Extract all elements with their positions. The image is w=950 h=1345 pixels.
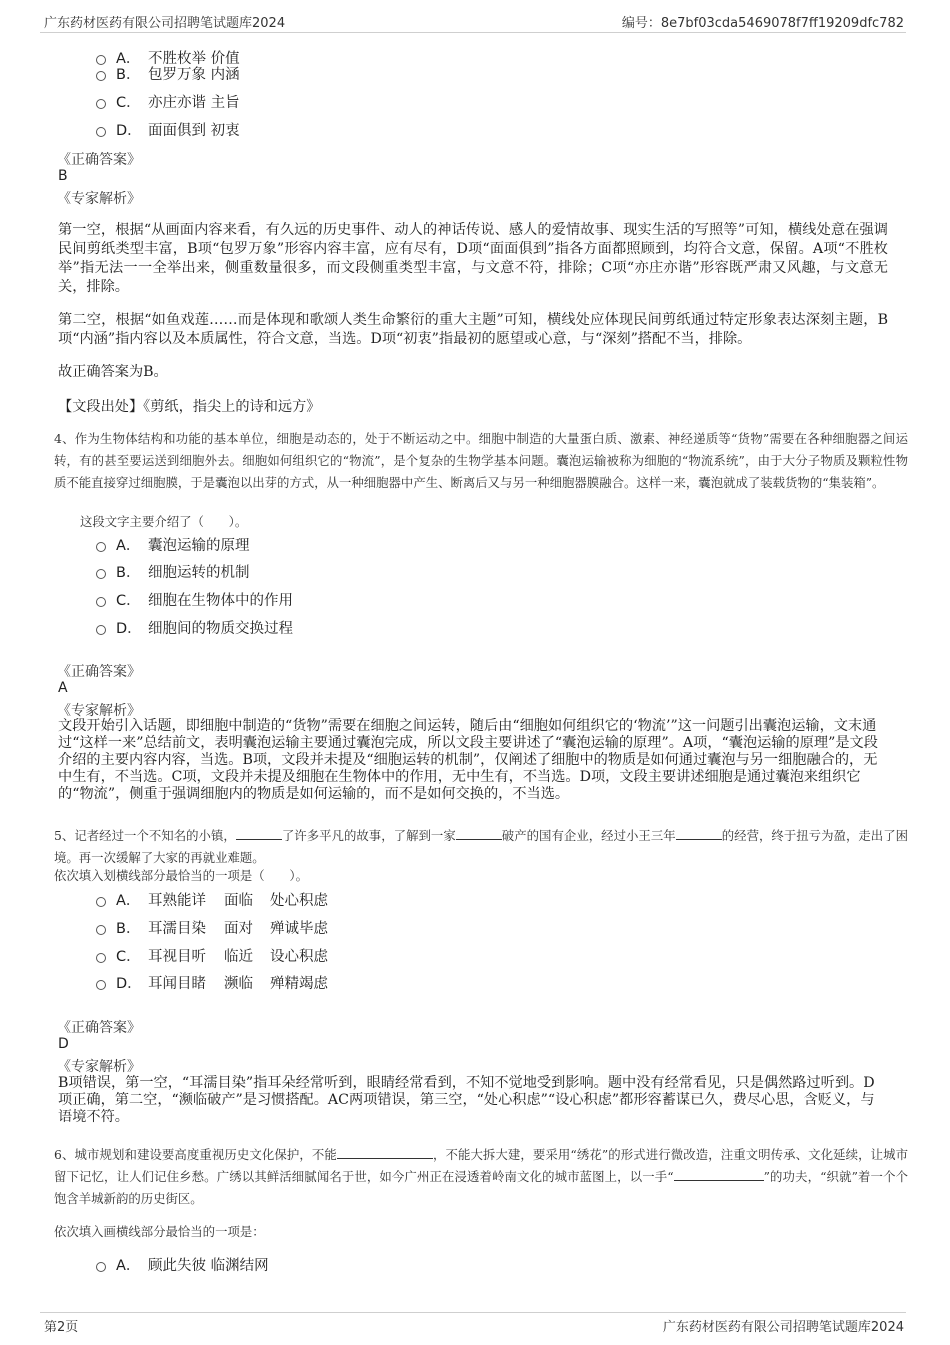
blank-line [236,827,282,840]
option-letter: B． [116,564,141,581]
radio-icon[interactable] [96,569,106,579]
radio-icon[interactable] [96,597,106,607]
option-letter: D． [116,620,142,637]
q5-analysis: B项错误，第一空，“耳濡目染”指耳朵经常听到，眼睛经常看到，不知不觉地受到影响。题中没有经常看见，只是偶然路过听到。D项正确，第二空，“濒临破产”是习惯搭配。AC两项错误，第三空，“处心积虑”“设心积虑”都形容蓄谋已久，费尽心思，含贬义，与语境不符。 [58,1075,875,1125]
blank-line [456,827,502,840]
stem-text: 6、城市规划和建设要高度重视历史文化保护，不能 [54,1147,337,1162]
q3-source: 【文段出处】《剪纸，指尖上的诗和远方》 [58,399,321,415]
radio-icon[interactable] [96,1262,106,1272]
option-word-1: 耳熟能详 [148,892,206,909]
q4-option-d[interactable] [96,617,293,637]
blank-line [676,827,722,840]
option-word-3: 设心积虑 [270,948,328,965]
q4-answer: A [58,680,68,696]
q5-option-a[interactable] [96,889,328,909]
blank-line [674,1168,764,1181]
page-footer [40,1312,906,1336]
q4-prompt: 这段文字主要介绍了（ ）。 [80,514,248,529]
option-letter: B． [116,66,141,83]
option-letter: D． [116,122,142,139]
q5-answer: D [58,1036,69,1052]
q3-option-d[interactable] [96,119,240,139]
q5-answer-label: 《正确答案》 [57,1020,141,1036]
page-header [40,12,906,33]
option-text: 细胞间的物质交换过程 [148,620,293,637]
q4-analysis: 文段开始引入话题，即细胞中制造的“货物”需要在细胞之间运转，随后由“细胞如何组织它的‘物流’”这一问题引出囊泡运输，文末通过“这样一来”总结前文，表明囊泡运输主要通过囊泡完成，所以文段主要讲述了“囊泡运输的原理”。A项，“囊泡运输的原理”是文段介绍的主要内容内容，当选。B项，文段并未提及“细胞运转的机制”，仅阐述了细胞中的物质是如何通过囊泡与另一细胞融合的，无中生有，不当选。C项，文段并未提及细胞在生物体中的作用，无中生有，不当选。D项，文段主要讲述细胞是通过囊泡来组织它的“物流”，侧重于强调细胞内的物质是如何运输的，而不是如何交换的，不当选。 [58,718,878,802]
q4-option-b[interactable] [96,561,250,581]
stem-text: 的经营，终于扭亏为盈，走出了困境。再一次缓解了大家的再就业难题。 [54,828,909,865]
q6-stem [54,1144,908,1210]
option-text: 面面俱到 初衷 [148,122,240,139]
option-letter: A． [116,892,141,909]
q6-prompt: 依次填入画横线部分最恰当的一项是： [54,1224,265,1239]
q4-answer-label: 《正确答案》 [57,664,141,680]
q3-analysis-label: 《专家解析》 [57,191,141,207]
option-letter: C． [116,94,141,111]
q3-answer-label: 《正确答案》 [57,152,141,168]
q4-analysis-label: 《专家解析》 [57,703,141,719]
option-letter: C． [116,948,141,965]
q6-option-a[interactable] [96,1254,269,1274]
q4-stem: 4、作为生物体结构和功能的基本单位，细胞是动态的，处于不断运动之中。细胞中制造的大量蛋白质、激素、神经递质等“货物”需要在各种细胞器之间运转，有的甚至要运送到细胞外去。细胞如何组织它的“物流”，是个复杂的生物学基本问题。囊泡运输被称为细胞的“物流系统”，由于大分子物质及颗粒性物质不能直接穿过细胞膜，于是囊泡以出芽的方式，从一种细胞器中产生、断离后又与另一种细胞器膜融合。这样一来，囊泡就成了装载货物的“集装箱”。 [54,431,908,490]
q5-option-c[interactable] [96,945,328,965]
option-word-2: 面临 [224,892,253,909]
radio-icon[interactable] [96,980,106,990]
option-word-2: 濒临 [224,975,253,992]
option-letter: B． [116,920,141,937]
radio-icon[interactable] [96,99,106,109]
radio-icon[interactable] [96,542,106,552]
q5-option-d[interactable] [96,972,328,992]
q3-option-b[interactable] [96,63,240,83]
stem-text: ，不能大拆大建，要采用“绣花”的形式进行微改造，注重文明传承、文化延续，让城市留下记忆，让人们记住乡愁。广绣以其鲜活细腻闻名于世，如今广州正在浸透着岭南文化的城市蓝图上，以一手“ [54,1147,909,1184]
option-word-1: 耳视目听 [148,948,206,965]
option-letter: A． [116,537,141,554]
blank-line [337,1146,433,1159]
option-letter: C． [116,592,141,609]
option-word-3: 殚精竭虑 [270,975,328,992]
option-letter: A． [116,1257,141,1274]
stem-text: ”的功夫，“织就”着一个个饱含羊城新韵的历史街区。 [54,1169,908,1206]
option-word-1: 耳濡目染 [148,920,206,937]
option-letter: A． [116,50,141,67]
q3-analysis-para-2: 第二空，根据“如鱼戏莲……而是体现和歌颂人类生命繁衍的重大主题”可知，横线处应体现民间剪纸通过特定形象表达深刻主题，B项“内涵”指内容以及本质属性，符合文意，当选。D项“初衷”指最初的愿望或心意，与“深刻”搭配不当，排除。 [58,312,888,347]
option-word-3: 殚诚毕虑 [270,920,328,937]
option-word-3: 处心积虑 [270,892,328,909]
option-text: 不胜枚举 价值 [148,50,240,67]
q3-answer: B [58,168,68,184]
radio-icon[interactable] [96,897,106,907]
q4-option-a[interactable] [96,534,250,554]
option-text: 包罗万象 内涵 [148,66,240,83]
option-text: 亦庄亦谐 主旨 [148,94,240,111]
option-word-1: 耳闻目睹 [148,975,206,992]
radio-icon[interactable] [96,127,106,137]
radio-icon[interactable] [96,953,106,963]
radio-icon[interactable] [96,925,106,935]
stem-text: 了许多平凡的故事，了解到一家 [281,828,456,843]
page-number: 第2页 [44,1320,79,1335]
q4-option-c[interactable] [96,589,293,609]
q5-prompt: 依次填入划横线部分最恰当的一项是（ ）。 [54,868,309,883]
q5-analysis-label: 《专家解析》 [57,1059,141,1075]
footer-title: 广东药材医药有限公司招聘笔试题库2024 [662,1320,904,1335]
q3-option-c[interactable] [96,91,240,111]
radio-icon[interactable] [96,625,106,635]
option-text: 细胞运转的机制 [148,564,250,581]
q5-option-b[interactable] [96,917,328,937]
option-text: 顾此失彼 临渊结网 [148,1257,269,1274]
q5-stem [54,825,908,869]
option-text: 细胞在生物体中的作用 [148,592,293,609]
stem-text: 破产的国有企业，经过小王三年 [501,828,676,843]
header-title: 广东药材医药有限公司招聘笔试题库2024 [44,16,286,31]
document-number: 编号：8e7bf03cda5469078f7ff19209dfc782 [621,16,904,31]
option-text: 囊泡运输的原理 [148,537,250,554]
option-word-2: 面对 [224,920,253,937]
q3-analysis-conclusion: 故正确答案为B。 [58,364,168,380]
option-letter: D． [116,975,142,992]
stem-text: 5、记者经过一个不知名的小镇， [54,828,236,843]
radio-icon[interactable] [96,71,106,81]
option-word-2: 临近 [224,948,253,965]
q3-analysis-para-1: 第一空，根据“从画面内容来看，有久远的历史事件、动人的神话传说、感人的爱情故事、现实生活的写照等”可知，横线处意在强调民间剪纸类型丰富，B项“包罗万象”形容内容丰富，应有尽有，D项“面面俱到”指各方面都照顾到，均符合文意，保留。A项“不胜枚举”指无法一一全举出来，侧重数量很多，而文段侧重类型丰富，与文意不符，排除；C项“亦庄亦谐”形容既严肃又风趣，与文意无关，排除。 [58,222,888,295]
